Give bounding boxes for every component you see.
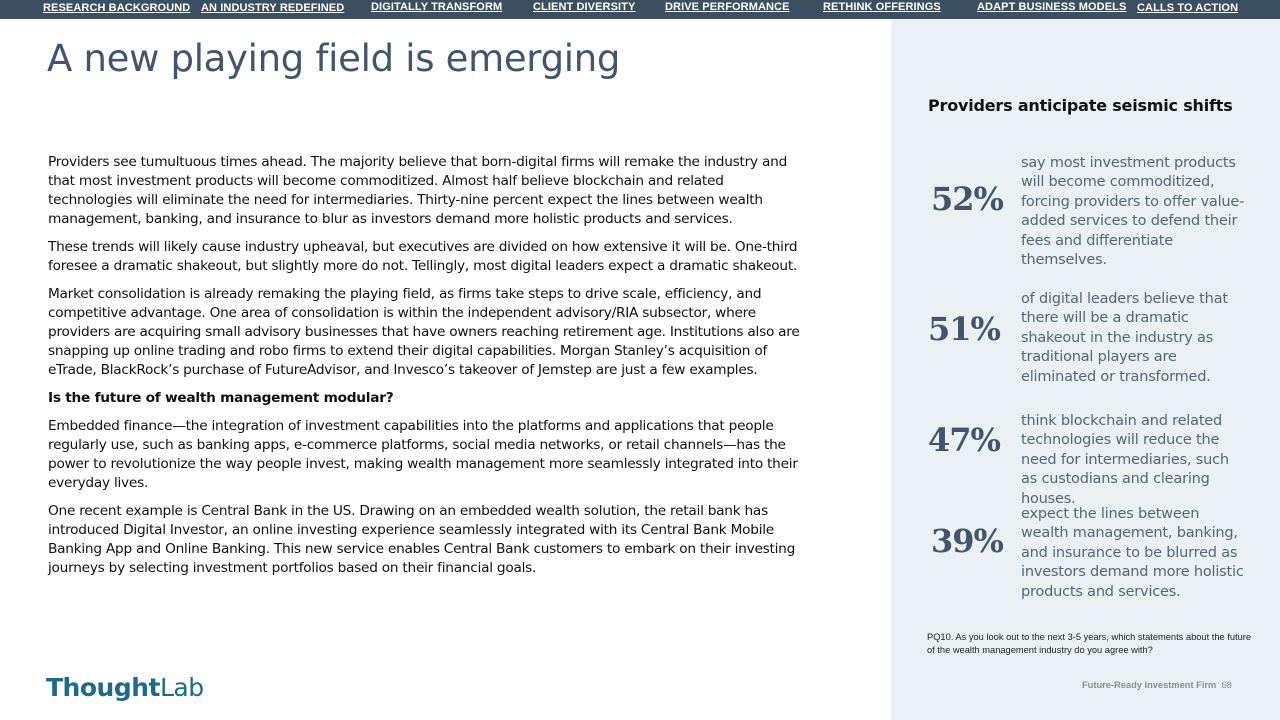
page-title: A new playing field is emerging — [47, 37, 621, 80]
nav-digitally-transform[interactable]: DIGITALLY TRANSFORM — [371, 1, 503, 13]
nav-calls-to-action[interactable]: CALLS TO ACTION — [1137, 2, 1239, 14]
document-name: Future-Ready Investment Firm — [1082, 680, 1217, 690]
panel-heading: Providers anticipate seismic shifts — [928, 96, 1233, 115]
nav-research-background[interactable]: RESEARCH BACKGROUND — [43, 2, 191, 14]
page-number: 68 — [1221, 680, 1232, 690]
page-footer — [1082, 680, 1232, 690]
stat-description-51: of digital leaders believe that there will be a dramatic shakeout in the industry as traditional players are eliminated or transformed. — [1021, 291, 1228, 385]
body-paragraph-5: One recent example is Central Bank in the US. Drawing on an embedded wealth solution, the retail bank has introduced Digital Investor, an online investing experience seamlessly integrated with its Central Bank Mobile Banking App and Online Banking. This new service enables Central Bank customers to embark on their investing journeys by selecting investment portfolios based on their financial goals. — [48, 503, 796, 576]
stat-value-51: 51% — [928, 310, 1000, 348]
stat-description-52: say most investment products will become commoditized, forcing providers to offer value-added services to defend their fees and differentiate themselves. — [1021, 155, 1245, 269]
logo-bold-part: Thought — [46, 673, 160, 702]
top-navigation — [0, 0, 1280, 19]
nav-adapt-business-models[interactable]: ADAPT BUSINESS MODELS — [977, 1, 1127, 13]
body-paragraph-3: Market consolidation is already remaking the playing field, as firms take steps to drive scale, efficiency, and competitive advantage. One area of consolidation is within the independent advisory/RIA subsector, where providers are acquiring small advisory businesses that have owners reaching retirement age. Institutions also are snapping up online trading and robo firms to extend their digital capabilities. Morgan Stanley’s acquisition of eTrade, BlackRock’s purchase of FutureAdvisor, and Invesco’s takeover of Jemstep are just a few examples. — [48, 286, 800, 378]
thoughtlab-logo — [46, 673, 204, 702]
body-paragraph-2: These trends will likely cause industry upheaval, but executives are divided on how extensive it will be. One-third foresee a dramatic shakeout, but slightly more do not. Tellingly, most digital leaders expect a dramatic shakeout. — [48, 239, 798, 274]
nav-client-diversity[interactable]: CLIENT DIVERSITY — [533, 1, 636, 13]
stat-value-52: 52% — [931, 180, 1003, 218]
section-subheading: Is the future of wealth management modular? — [48, 390, 394, 406]
body-paragraph-4: Embedded finance—the integration of investment capabilities into the platforms and applications that people regularly use, such as banking apps, e-commerce platforms, social media networks, or retail channels—has the power to revolutionize the way people invest, making wealth management more seamlessly integrated into their everyday lives. — [48, 418, 798, 491]
main-body-text — [48, 153, 808, 587]
body-paragraph-1: Providers see tumultuous times ahead. The majority believe that born-digital firms will remake the industry and that most investment products will become commoditized. Almost half believe blockchain and related technologies will eliminate the need for intermediaries. Thirty-nine percent expect the lines between wealth management, banking, and insurance to blur as investors demand more holistic products and services. — [48, 154, 788, 227]
logo-light-part: Lab — [159, 673, 204, 702]
stat-description-39: expect the lines between wealth management, banking, and insurance to be blurred as investors demand more holistic products and services. — [1021, 506, 1244, 600]
nav-drive-performance[interactable]: DRIVE PERFORMANCE — [665, 1, 790, 13]
stat-description-47: think blockchain and related technologies will reduce the need for intermediaries, such as custodians and clearing houses. — [1021, 413, 1229, 507]
stat-value-47: 47% — [928, 421, 1000, 459]
nav-an-industry-redefined[interactable]: AN INDUSTRY REDEFINED — [201, 2, 345, 14]
survey-question-footnote: PQ10. As you look out to the next 3-5 years, which statements about the future of the wealth management industry do you agree with? — [927, 632, 1252, 655]
nav-rethink-offerings[interactable]: RETHINK OFFERINGS — [823, 1, 941, 13]
stat-value-39: 39% — [931, 522, 1003, 560]
